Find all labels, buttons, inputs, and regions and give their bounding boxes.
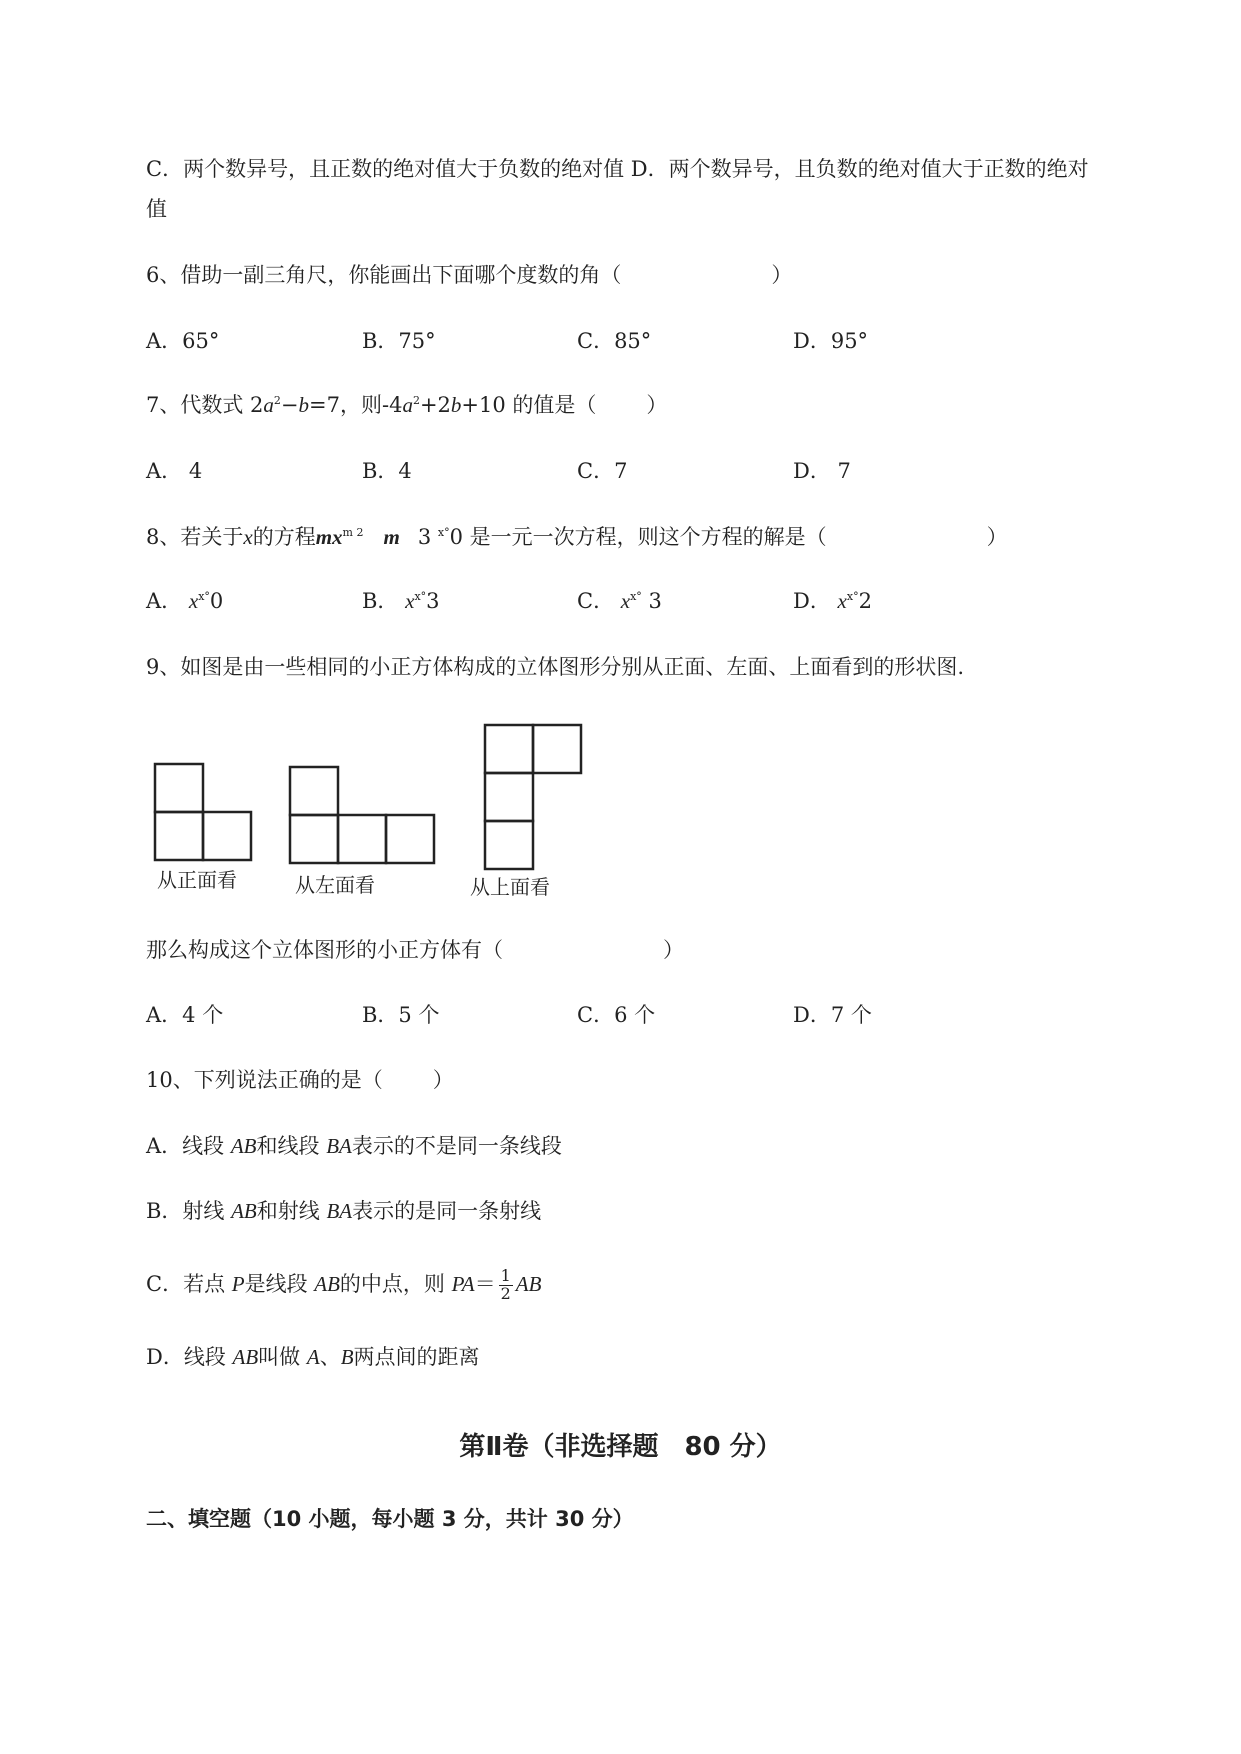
q8-option-d (793, 589, 872, 614)
q7-text-3: +2 (419, 393, 451, 417)
left-view-square (386, 815, 434, 863)
left-view-square (290, 815, 338, 863)
q10-a-var-2: BA (326, 1134, 352, 1158)
q8-option-a-value: 0 (209, 589, 224, 613)
q8-option-a (146, 589, 223, 614)
q7-var-a-2: a (402, 393, 413, 417)
q8-text-2: 的方程 (252, 525, 316, 549)
q10-option-c (146, 1268, 541, 1303)
q10-d-var-3: B (340, 1345, 354, 1369)
q10-d-text-4: 两点间的距离 (353, 1345, 480, 1369)
top-view-square (485, 773, 533, 821)
q8-option-b-value: 3 (426, 589, 440, 613)
q10-d-text-1: D．线段 (146, 1345, 233, 1369)
q8-option-a-mark: x° (198, 590, 210, 603)
q7-text-2: =7，则-4 (309, 393, 403, 417)
q10-a-text-1: A．线段 (146, 1134, 231, 1158)
q10-text: 10、下列说法正确的是（ (146, 1068, 383, 1092)
top-view-square (485, 821, 533, 869)
question-8-stem (146, 524, 1008, 550)
top-view-label: 从上面看 (470, 875, 550, 899)
three-view-figure (140, 722, 600, 912)
question-6-close: ） (771, 263, 793, 287)
q7-var-b-2: b (450, 393, 462, 417)
q8-option-c-mark: x° (630, 590, 642, 603)
left-view-square (338, 815, 386, 863)
q8-option-c-label: C． (577, 589, 615, 613)
one-half-fraction (499, 1268, 513, 1303)
q7-close: ） (646, 393, 668, 417)
q9-option-d: D．7 个 (793, 1003, 872, 1027)
q7-exp: 2 (273, 394, 281, 407)
q8-option-d-value: 2 (858, 589, 872, 613)
q8-option-b (362, 589, 440, 614)
q8-exponent: m 2 (342, 526, 364, 539)
q10-d-text-3: 、 (319, 1345, 341, 1369)
q8-mark: x° (437, 526, 450, 539)
q8-option-d-label: D． (793, 589, 831, 613)
left-view-label: 从左面看 (295, 873, 375, 897)
q5-option-cd-line2: 值 (146, 197, 167, 221)
q7-option-b: B．4 (362, 459, 412, 483)
q8-option-c (577, 589, 662, 614)
front-view-drawing (155, 764, 251, 860)
q10-option-a (146, 1134, 562, 1159)
q9-option-a: A．4 个 (146, 1003, 224, 1027)
top-view-square (485, 725, 533, 773)
q10-option-d (146, 1345, 480, 1370)
q8-option-c-var: x (620, 589, 631, 613)
q10-b-text-1: B．射线 (146, 1199, 232, 1223)
q8-term-mx: mx (315, 525, 343, 549)
q8-option-b-label: B． (362, 589, 399, 613)
q8-option-a-var: x (188, 589, 199, 613)
q6-option-a: A．65° (146, 329, 220, 353)
q7-option-d: D． 7 (793, 459, 851, 483)
q8-text-4: 0 是一元一次方程，则这个方程的解是（ (449, 525, 827, 549)
top-view-square (533, 725, 581, 773)
q10-c-text-2: 是线段 (244, 1271, 315, 1296)
q7-option-a: A． 4 (146, 459, 203, 483)
q7-minus: − (280, 393, 299, 417)
q10-b-text-2: 和射线 (256, 1199, 327, 1223)
q10-c-text-1: C．若点 (146, 1271, 232, 1296)
q8-var-x: x (243, 525, 253, 549)
q8-option-d-mark: x° (846, 590, 859, 603)
q10-c-var-3: PA (451, 1271, 475, 1296)
q8-text-3: 3 (417, 525, 438, 549)
q7-var-b: b (298, 393, 310, 417)
q8-var-m: m (383, 525, 400, 549)
fraction-numerator: 1 (500, 1266, 511, 1285)
question-7-stem (146, 393, 667, 418)
q10-option-b (146, 1199, 541, 1224)
question-10-stem (146, 1068, 454, 1093)
q9-option-b: B．5 个 (362, 1003, 440, 1027)
q8-option-d-var: x (837, 589, 847, 613)
q10-close: ） (432, 1068, 454, 1092)
q10-d-var-1: AB (232, 1345, 259, 1369)
q10-d-text-2: 叫做 (258, 1345, 307, 1369)
q6-option-d: D．95° (793, 329, 869, 353)
q8-option-b-mark: x° (414, 590, 427, 603)
question-6-stem (146, 263, 792, 288)
q8-option-c-value: 3 (641, 589, 662, 613)
q9-question-text: 那么构成这个立体图形的小正方体有（ (146, 938, 503, 962)
q8-option-b-var: x (405, 589, 415, 613)
top-view-drawing (485, 725, 581, 869)
front-view-square (155, 764, 203, 812)
q10-a-text-2: 和线段 (256, 1134, 327, 1158)
q10-c-equals: ＝ (474, 1271, 496, 1296)
q9-option-c: C．6 个 (577, 1003, 656, 1027)
q10-b-text-3: 表示的是同一条射线 (352, 1199, 542, 1223)
front-view-square (155, 812, 203, 860)
q6-option-c: C．85° (577, 329, 652, 353)
q10-b-var-2: BA (326, 1199, 353, 1223)
q8-option-a-label: A． (146, 589, 183, 613)
section-2-title: 第Ⅱ卷（非选择题 80 分） (459, 1432, 782, 1462)
front-view-square (203, 812, 251, 860)
left-view-drawing (290, 767, 434, 863)
q5-option-cd-line1: C．两个数异号，且正数的绝对值大于负数的绝对值 D．两个数异号，且负数的绝对值大于正数的绝对 (146, 157, 1089, 181)
front-view-label: 从正面看 (157, 868, 237, 892)
q10-c-var-1: P (231, 1271, 245, 1296)
question-6-text: 6、借助一副三角尺，你能画出下面哪个度数的角（ (146, 263, 622, 287)
fraction-denominator: 2 (500, 1283, 511, 1303)
q10-a-text-3: 表示的不是同一条线段 (351, 1134, 562, 1158)
q7-var-a: a (263, 393, 274, 417)
q10-c-var-2: AB (314, 1271, 340, 1296)
section-2-subtitle: 二、填空题（10 小题，每小题 3 分，共计 30 分） (146, 1507, 634, 1531)
q10-c-var-4: AB (515, 1271, 542, 1296)
q7-exp-2: 2 (412, 394, 420, 407)
q10-a-var-1: AB (230, 1134, 257, 1158)
question-9-prompt (146, 938, 684, 963)
q6-option-b: B．75° (362, 329, 436, 353)
q10-c-text-3: 的中点，则 (339, 1271, 452, 1296)
q9-close: ） (663, 938, 684, 962)
q8-text-1: 8、若关于 (146, 525, 244, 549)
q7-text-4: +10 的值是（ (461, 393, 597, 417)
q7-text-1: 7、代数式 2 (146, 393, 264, 417)
q7-option-c: C．7 (577, 459, 628, 483)
q10-d-var-2: A (306, 1345, 320, 1369)
left-view-square (290, 767, 338, 815)
q8-close: ） (986, 525, 1008, 549)
q10-b-var-1: AB (231, 1199, 257, 1223)
question-9-stem: 9、如图是由一些相同的小正方体构成的立体图形分别从正面、左面、上面看到的形状图. (146, 655, 965, 679)
